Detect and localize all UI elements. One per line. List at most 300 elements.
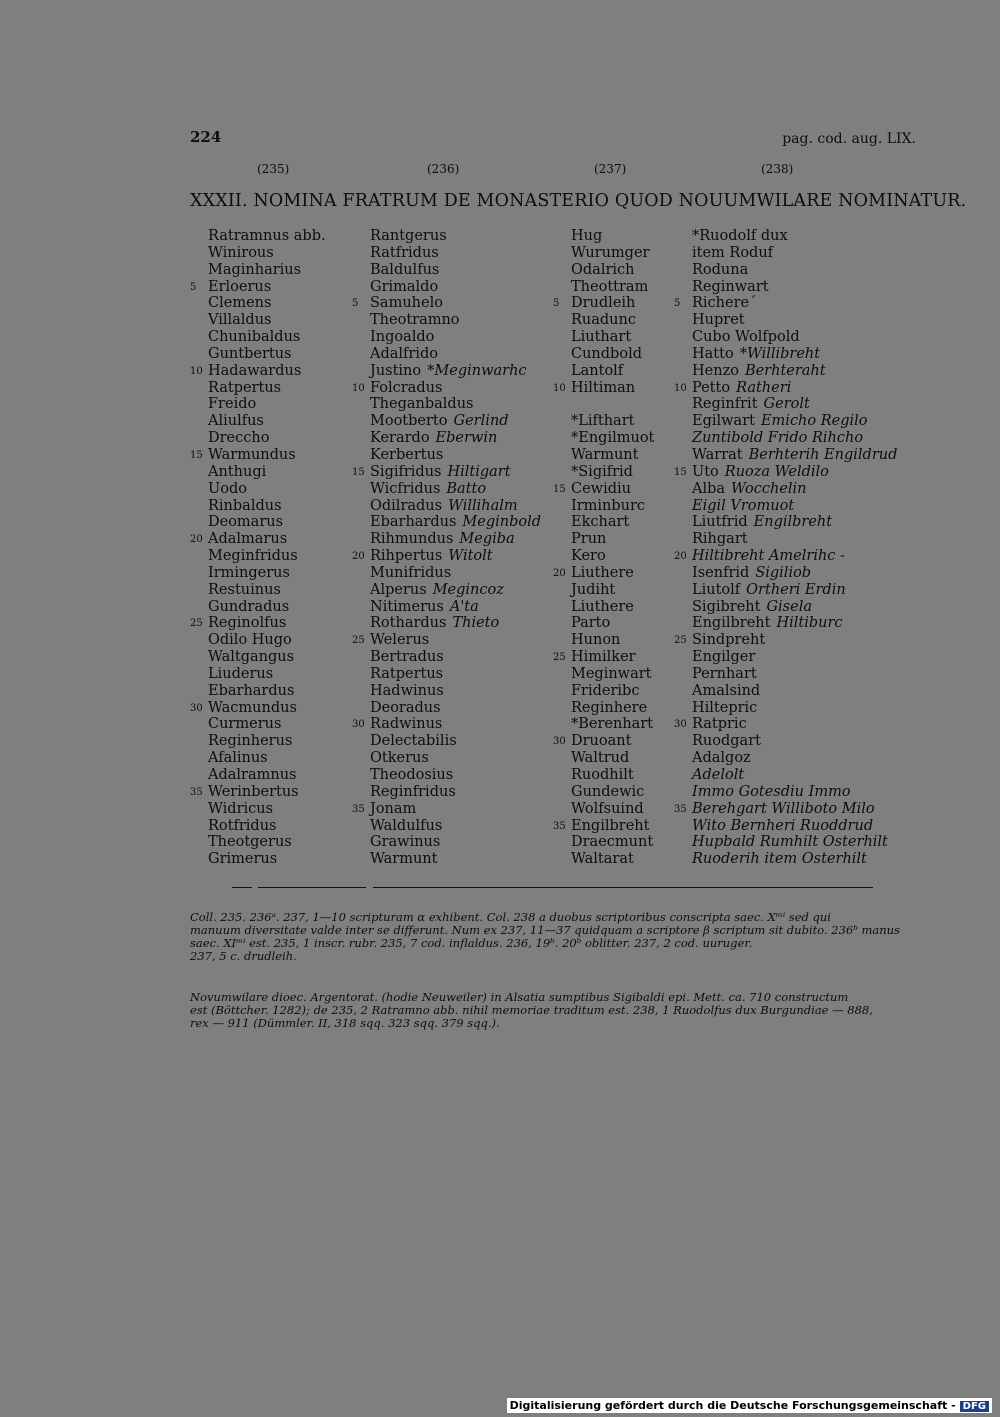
name-text: Clemens	[208, 295, 272, 312]
line-number: 5	[352, 298, 359, 310]
name-text: Ratpertus	[208, 379, 282, 396]
name-text: Irminburc	[571, 497, 646, 514]
name-entry	[208, 649, 326, 666]
name-entry	[190, 615, 326, 632]
name-entry	[692, 582, 897, 599]
name-text: Erloerus	[208, 278, 272, 295]
name-entry	[208, 262, 326, 279]
name-text: Meginfridus	[208, 548, 298, 565]
name-text: Pernhart	[692, 665, 757, 682]
name-entry	[370, 750, 541, 767]
name-entry	[692, 363, 897, 380]
name-text: Warmunt	[571, 446, 639, 463]
name-entry	[370, 447, 541, 464]
name-text: Meginwart	[571, 665, 652, 682]
line-number: 15	[674, 466, 687, 478]
name-text: Warmundus	[208, 446, 296, 463]
name-text: Roduna	[692, 261, 749, 278]
name-text: Hiltepric	[692, 699, 758, 716]
column-number-237: (237)	[594, 162, 627, 176]
name-entry	[692, 565, 897, 582]
name-entry	[370, 279, 541, 296]
name-entry	[692, 228, 897, 245]
name-text: Grawinus	[370, 834, 441, 851]
name-text: Sindpreht	[692, 632, 766, 649]
name-text: Restuinus	[208, 581, 281, 598]
name-text: Rotfridus	[208, 817, 277, 834]
name-text: Kerardo	[370, 430, 430, 447]
name-text: Radwinus	[370, 716, 443, 733]
name-entry	[370, 834, 541, 851]
name-text: Ratpertus	[370, 665, 444, 682]
line-number: 25	[674, 635, 687, 647]
name-entry	[692, 245, 897, 262]
name-text: Jonam	[370, 800, 417, 817]
name-entry	[571, 363, 654, 380]
name-text: Kerbertus	[370, 446, 444, 463]
name-entry	[208, 818, 326, 835]
name-text: Reginwart	[692, 278, 769, 295]
name-text: Liutolf	[692, 581, 741, 598]
name-entry	[370, 396, 541, 413]
name-entry	[190, 783, 326, 801]
later-hand-name: Ruoza Weldilo	[724, 463, 829, 480]
name-text: Reginherus	[208, 733, 293, 750]
name-text: Werinbertus	[208, 783, 299, 800]
line-number: 30	[190, 702, 203, 714]
line-number: 30	[553, 736, 566, 748]
name-entry	[370, 784, 541, 801]
line-number: 20	[352, 551, 365, 563]
name-text: Liuthart	[571, 329, 632, 346]
name-entry	[190, 446, 326, 464]
name-entry	[370, 733, 541, 750]
name-entry	[674, 379, 897, 397]
name-entry	[370, 498, 541, 515]
name-text: Ratpric	[692, 716, 747, 733]
name-entry	[571, 700, 654, 717]
line-number: 15	[553, 483, 566, 495]
name-entry	[352, 800, 541, 818]
name-entry	[352, 295, 541, 312]
name-text: Isenfrid	[692, 564, 750, 581]
name-text: Ingoaldo	[370, 329, 435, 346]
name-entry	[208, 767, 326, 784]
name-entry	[571, 279, 654, 296]
name-text: Guntbertus	[208, 345, 292, 362]
name-entry	[208, 666, 326, 683]
name-text: Curmerus	[208, 716, 282, 733]
note-line: 237, 5 c. drudleih.	[190, 949, 297, 963]
name-entry	[370, 329, 541, 346]
name-text: Parto	[571, 615, 611, 632]
name-text: Alba	[692, 480, 726, 497]
footnote-rule	[258, 887, 366, 888]
name-text: Ruodhilt	[571, 767, 634, 783]
name-text: Hiltiman	[571, 379, 636, 396]
name-text: Villaldus	[208, 312, 272, 329]
line-number: 35	[553, 820, 566, 832]
name-text: Adalgoz	[692, 750, 751, 767]
name-entry	[571, 716, 654, 733]
name-text: Adalramnus	[208, 767, 297, 783]
name-entry	[692, 767, 897, 784]
name-entry	[571, 767, 654, 784]
name-text: Judiht	[571, 581, 616, 598]
column-number-238: (238)	[761, 162, 794, 176]
line-number: 15	[190, 449, 203, 461]
note-line: est (Böttcher. 1282); de 235, 2 Ratramno abb. nihil memoriae traditum est. 238, 1 Ruodolfus dux Burgundiae — 888,	[190, 1003, 873, 1017]
name-entry	[571, 464, 654, 481]
names-column-237	[553, 228, 655, 868]
name-text: Alperus	[370, 581, 427, 598]
name-entry	[674, 800, 897, 818]
later-hand-name: A'ta	[449, 598, 479, 615]
later-hand-name: Megincoz	[432, 581, 504, 598]
later-hand-name: Sigiliob	[755, 564, 812, 581]
name-text: Reginhere	[571, 699, 648, 716]
name-entry	[208, 834, 326, 851]
name-entry	[692, 834, 897, 851]
name-text: Drudleih	[571, 295, 636, 312]
name-text: Petto	[692, 379, 731, 396]
name-text: Engilger	[692, 649, 756, 666]
name-text: Grimerus	[208, 851, 278, 868]
name-entry	[674, 295, 897, 312]
name-entry	[370, 245, 541, 262]
name-entry	[370, 262, 541, 279]
name-text: Liuthere	[571, 598, 634, 615]
name-text: Frideribc	[571, 682, 640, 699]
name-entry	[571, 329, 654, 346]
later-hand-name: Megiba	[459, 531, 515, 548]
later-hand-name: Emicho Regilo	[760, 413, 868, 430]
name-text: Rihgart	[692, 531, 748, 548]
note-line: Novumwilare dioec. Argentorat. (hodie Neuweiler) in Alsatia sumptibus Sigibaldi epi. Mett. ca. 710 constructum	[190, 990, 849, 1004]
name-text: Dreccho	[208, 430, 270, 447]
name-text: Reginolfus	[208, 615, 287, 632]
name-entry	[571, 531, 654, 548]
later-hand-name: *Willibreht	[739, 345, 821, 362]
name-entry	[571, 228, 654, 245]
name-text: Folcradus	[370, 379, 443, 396]
name-text: Reginfridus	[370, 783, 456, 800]
name-text: Lantolf	[571, 362, 624, 379]
name-text: Liuthere	[571, 564, 634, 581]
name-entry	[692, 666, 897, 683]
name-text: Wolfsuind	[571, 800, 644, 817]
line-number: 20	[190, 534, 203, 546]
name-entry	[190, 699, 326, 717]
name-entry	[692, 514, 897, 531]
name-entry	[208, 514, 326, 531]
line-number: 30	[352, 719, 365, 731]
footnote-rule	[373, 887, 873, 888]
later-hand-name: Hupbald Rumhilt Osterhilt	[692, 834, 888, 851]
later-hand-name: Zuntibold Frido Rihcho	[692, 430, 864, 447]
later-hand-name: Wocchelin	[731, 480, 807, 497]
line-number: 25	[553, 652, 566, 664]
line-number: 20	[674, 551, 687, 563]
name-text: Hunon	[571, 632, 621, 649]
name-text: Rihpertus	[370, 548, 443, 565]
name-text: Hupret	[692, 312, 745, 329]
name-entry	[208, 750, 326, 767]
name-entry	[208, 548, 326, 565]
name-entry	[190, 531, 326, 548]
later-hand-name: Hiltigart	[447, 463, 511, 480]
name-text: Gundewic	[571, 783, 645, 800]
name-entry	[208, 329, 326, 346]
name-entry	[208, 582, 326, 599]
later-hand-name: Berhteraht	[744, 362, 826, 379]
name-text: Irmingerus	[208, 564, 290, 581]
later-hand-name: Batto	[446, 480, 487, 497]
name-entry	[553, 480, 654, 498]
name-text: *Engilmuot	[571, 430, 655, 447]
name-text: Nitimerus	[370, 598, 444, 615]
name-entry	[208, 396, 326, 413]
digitization-footer	[507, 1398, 992, 1413]
name-entry	[370, 531, 541, 548]
name-text: Hug	[571, 228, 603, 244]
note-line: rex — 911 (Dümmler. II, 318 sqq. 323 sqq. 379 sqq.).	[190, 1016, 500, 1030]
later-hand-name: Eberwin	[435, 430, 498, 447]
name-entry	[208, 565, 326, 582]
name-entry	[571, 548, 654, 565]
name-text: Baldulfus	[370, 261, 440, 278]
running-head: pag. cod. aug. LIX.	[782, 131, 916, 147]
name-entry	[571, 498, 654, 515]
name-text: Rihmundus	[370, 531, 454, 548]
later-hand-name: Gerolt	[763, 396, 810, 413]
name-text: Maginharius	[208, 261, 302, 278]
name-entry	[208, 312, 326, 329]
later-hand-name: Witolt	[448, 548, 493, 565]
name-text: Waldulfus	[370, 817, 443, 834]
names-column-235	[190, 228, 326, 868]
name-text: item Roduf	[692, 244, 774, 261]
name-entry	[370, 767, 541, 784]
line-number: 20	[553, 567, 566, 579]
name-text: Samuhelo	[370, 295, 443, 312]
name-text: Ebarhardus	[370, 514, 457, 531]
name-text: Richere´	[692, 295, 757, 312]
later-hand-name: Hiltibreht Amelrihc -	[692, 548, 845, 565]
name-entry	[571, 396, 654, 413]
name-entry	[208, 599, 326, 616]
name-entry	[370, 514, 541, 531]
later-hand-name: Ruoderih item Osterhilt	[692, 851, 867, 868]
name-entry	[674, 548, 897, 565]
name-entry	[571, 683, 654, 700]
name-text: Theodosius	[370, 767, 454, 783]
later-hand-name: Willihalm	[448, 497, 518, 514]
name-text: Liuderus	[208, 665, 274, 682]
name-entry	[370, 346, 541, 363]
name-entry	[692, 733, 897, 750]
name-entry	[370, 582, 541, 599]
name-entry	[370, 666, 541, 683]
name-entry	[692, 615, 897, 632]
line-number: 10	[674, 382, 687, 394]
name-text: Justino	[370, 362, 422, 379]
later-hand-name: Wito Bernheri Ruoddrud	[692, 817, 874, 834]
name-text: Uto	[692, 463, 719, 480]
name-entry	[370, 851, 541, 868]
name-text: Freido	[208, 396, 257, 413]
line-number: 5	[190, 281, 197, 293]
later-hand-name: Berhterih Engildrud	[748, 446, 898, 463]
name-entry	[692, 531, 897, 548]
name-entry	[571, 599, 654, 616]
name-text: Bertradus	[370, 649, 444, 666]
name-entry	[571, 750, 654, 767]
name-text: Wacmundus	[208, 699, 297, 716]
name-entry	[208, 498, 326, 515]
column-number-236: (236)	[427, 162, 460, 176]
name-entry	[208, 245, 326, 262]
column-number-235: (235)	[257, 162, 290, 176]
name-entry	[208, 295, 326, 312]
name-text: Hatto	[692, 345, 734, 362]
name-entry	[571, 413, 654, 430]
name-text: Welerus	[370, 632, 430, 649]
name-entry	[692, 498, 897, 515]
line-number: 35	[352, 803, 365, 815]
name-entry	[208, 413, 326, 430]
name-entry	[553, 733, 654, 750]
name-entry	[370, 599, 541, 616]
name-text: Delectabilis	[370, 733, 457, 750]
later-hand-name: Meginbold	[462, 514, 542, 531]
line-number: 25	[352, 635, 365, 647]
name-entry	[553, 379, 654, 397]
name-text: Cundbold	[571, 345, 642, 362]
dfg-logo: DFG	[960, 1401, 989, 1412]
critical-apparatus	[190, 911, 917, 963]
name-text: Winirous	[208, 244, 274, 261]
name-entry	[370, 228, 541, 245]
name-text: Liutfrid	[692, 514, 748, 531]
name-entry	[571, 666, 654, 683]
line-number: 5	[553, 298, 560, 310]
name-entry	[692, 329, 897, 346]
name-entry	[692, 262, 897, 279]
name-entry	[674, 716, 897, 733]
name-entry	[190, 362, 326, 380]
name-text: Odilradus	[370, 497, 443, 514]
name-entry	[208, 716, 326, 733]
name-entry	[352, 632, 541, 649]
name-entry	[553, 817, 654, 835]
name-entry	[352, 463, 541, 481]
name-entry	[370, 363, 541, 380]
name-text: Ebarhardus	[208, 682, 295, 699]
name-text: Druoant	[571, 733, 632, 750]
name-entry	[692, 312, 897, 329]
name-entry	[208, 481, 326, 498]
name-entry	[692, 279, 897, 296]
name-entry	[208, 683, 326, 700]
name-text: Egilwart	[692, 413, 755, 430]
name-entry	[370, 413, 541, 430]
name-entry	[692, 430, 897, 447]
name-entry	[208, 464, 326, 481]
name-entry	[692, 700, 897, 717]
name-text: Rantgerus	[370, 228, 447, 244]
name-entry	[352, 548, 541, 565]
name-entry	[692, 599, 897, 616]
name-text: Ekchart	[571, 514, 630, 531]
name-text: Hadwinus	[370, 682, 444, 699]
name-text: *Lifthart	[571, 413, 635, 430]
later-hand-name: Engilbreht	[753, 514, 833, 531]
name-text: Adalfrido	[370, 345, 438, 362]
name-entry	[190, 278, 326, 296]
name-text: Deoradus	[370, 699, 441, 716]
name-text: Henzo	[692, 362, 739, 379]
later-hand-name: *Meginwarhc	[427, 362, 527, 379]
name-text: Engilbreht	[692, 615, 771, 632]
name-entry	[571, 514, 654, 531]
line-number: 25	[190, 618, 203, 630]
name-text: Ruadunc	[571, 312, 636, 329]
name-text: Wicfridus	[370, 480, 441, 497]
name-entry	[571, 801, 654, 818]
name-entry	[692, 396, 897, 413]
line-number: 10	[553, 382, 566, 394]
name-entry	[208, 851, 326, 868]
name-text: Himilker	[571, 649, 636, 666]
name-entry	[571, 262, 654, 279]
name-entry	[571, 582, 654, 599]
name-entry	[370, 683, 541, 700]
name-entry	[208, 801, 326, 818]
name-entry	[208, 632, 326, 649]
name-entry	[370, 700, 541, 717]
line-number: 35	[674, 803, 687, 815]
later-hand-name: Eigil Vromuot	[692, 497, 795, 514]
name-text: *Berenhart	[571, 716, 654, 733]
name-text: Engilbreht	[571, 817, 650, 834]
name-entry	[571, 834, 654, 851]
name-entry	[571, 632, 654, 649]
name-text: Anthugi	[208, 463, 267, 480]
name-text: Warmunt	[370, 851, 438, 868]
name-text: Uodo	[208, 480, 247, 497]
name-entry	[208, 346, 326, 363]
name-text: Sigibreht	[692, 598, 761, 615]
line-number: 35	[190, 786, 203, 798]
name-entry	[692, 851, 897, 868]
name-text: Afalinus	[208, 750, 268, 767]
name-entry	[571, 851, 654, 868]
name-text: Otkerus	[370, 750, 429, 767]
name-text: Munifridus	[370, 564, 452, 581]
name-text: Waltarat	[571, 851, 634, 868]
name-entry	[571, 346, 654, 363]
name-text: Widricus	[208, 800, 274, 817]
name-entry	[352, 716, 541, 733]
name-entry	[370, 818, 541, 835]
later-hand-name: Gerlind	[453, 413, 509, 430]
name-text: Odilo Hugo	[208, 632, 292, 649]
name-entry	[692, 750, 897, 767]
name-text: Wurumger	[571, 244, 650, 261]
note-line: saec. XIᵐⁱ est. 235, 1 inscr. rubr. 235, 7 cod. inflaldus. 236, 19ᵇ. 20ᵇ oblitter. 237, 2 cod. uuruger.	[190, 936, 753, 950]
name-text: Waltgangus	[208, 649, 295, 666]
